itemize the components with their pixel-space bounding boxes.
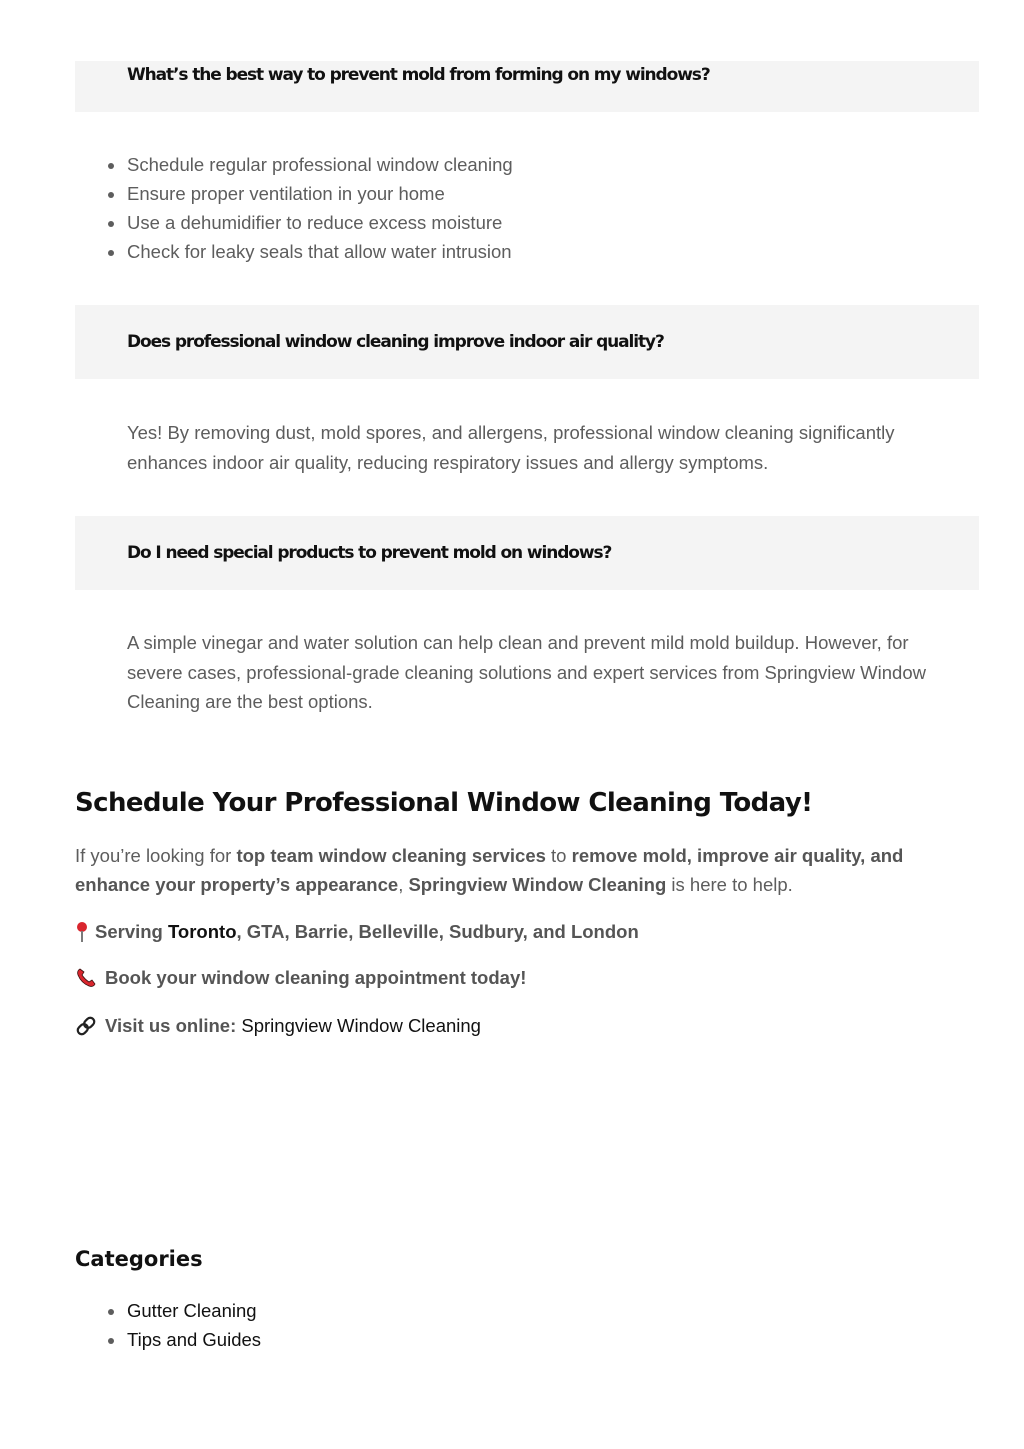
faq-answer-1-list bbox=[75, 150, 513, 266]
visit-label: Visit us online: bbox=[105, 1015, 237, 1036]
website-link[interactable]: Springview Window Cleaning bbox=[241, 1015, 481, 1036]
category-link-tips-and-guides[interactable]: Tips and Guides bbox=[127, 1325, 261, 1354]
cta-intro-text: , bbox=[398, 874, 409, 895]
cta-intro bbox=[75, 841, 979, 899]
serving-areas: , GTA, Barrie, Belleville, Sudbury, and London bbox=[236, 921, 639, 942]
category-link-gutter-cleaning[interactable]: Gutter Cleaning bbox=[127, 1296, 261, 1325]
serving-label: Serving bbox=[95, 921, 163, 942]
book-appointment-text[interactable]: Book your window cleaning appointment today! bbox=[105, 967, 527, 988]
list-item: Use a dehumidifier to reduce excess moisture bbox=[127, 208, 513, 237]
cta-intro-highlight: remove mold, improve air quality, and enhance your property’s appearance bbox=[75, 845, 904, 895]
cta-intro-highlight: top team window cleaning services bbox=[236, 845, 546, 866]
link-icon bbox=[75, 1015, 97, 1037]
cta-intro-text: to bbox=[545, 845, 572, 866]
cta-visit bbox=[75, 1012, 481, 1040]
categories-list bbox=[75, 1296, 261, 1354]
toronto-link[interactable]: Toronto bbox=[168, 921, 237, 942]
cta-serving bbox=[75, 918, 639, 946]
cta-intro-text: is here to help. bbox=[666, 874, 793, 895]
cta-intro-highlight: Springview Window Cleaning bbox=[408, 874, 667, 895]
cta-book bbox=[75, 964, 526, 992]
faq-question-1-text: What’s the best way to prevent mold from forming on my windows? bbox=[127, 64, 710, 85]
faq-question-2-text: Does professional window cleaning improve indoor air quality? bbox=[127, 332, 664, 352]
faq-question-2[interactable] bbox=[75, 305, 979, 379]
phone-icon bbox=[75, 967, 97, 989]
faq-question-3[interactable] bbox=[75, 516, 979, 590]
pin-icon bbox=[75, 921, 89, 943]
cta-title: Schedule Your Professional Window Cleaning Today! bbox=[75, 788, 813, 818]
categories-title: Categories bbox=[75, 1247, 203, 1271]
cta-intro-text: If you’re looking for bbox=[75, 845, 237, 866]
faq-question-3-text: Do I need special products to prevent mold on windows? bbox=[127, 543, 612, 563]
list-item: Check for leaky seals that allow water intrusion bbox=[127, 237, 513, 266]
list-item: Schedule regular professional window cleaning bbox=[127, 150, 513, 179]
list-item: Ensure proper ventilation in your home bbox=[127, 179, 513, 208]
faq-answer-2: Yes! By removing dust, mold spores, and allergens, professional window cleaning significantly enhances indoor air quality, reducing respiratory issues and allergy symptoms. bbox=[127, 422, 895, 473]
faq-answer-3: A simple vinegar and water solution can help clean and prevent mild mold buildup. However, for severe cases, professional-grade cleaning solutions and expert services from Springview Window Cleaning are the best options. bbox=[127, 632, 926, 712]
faq-question-1[interactable] bbox=[75, 61, 979, 112]
